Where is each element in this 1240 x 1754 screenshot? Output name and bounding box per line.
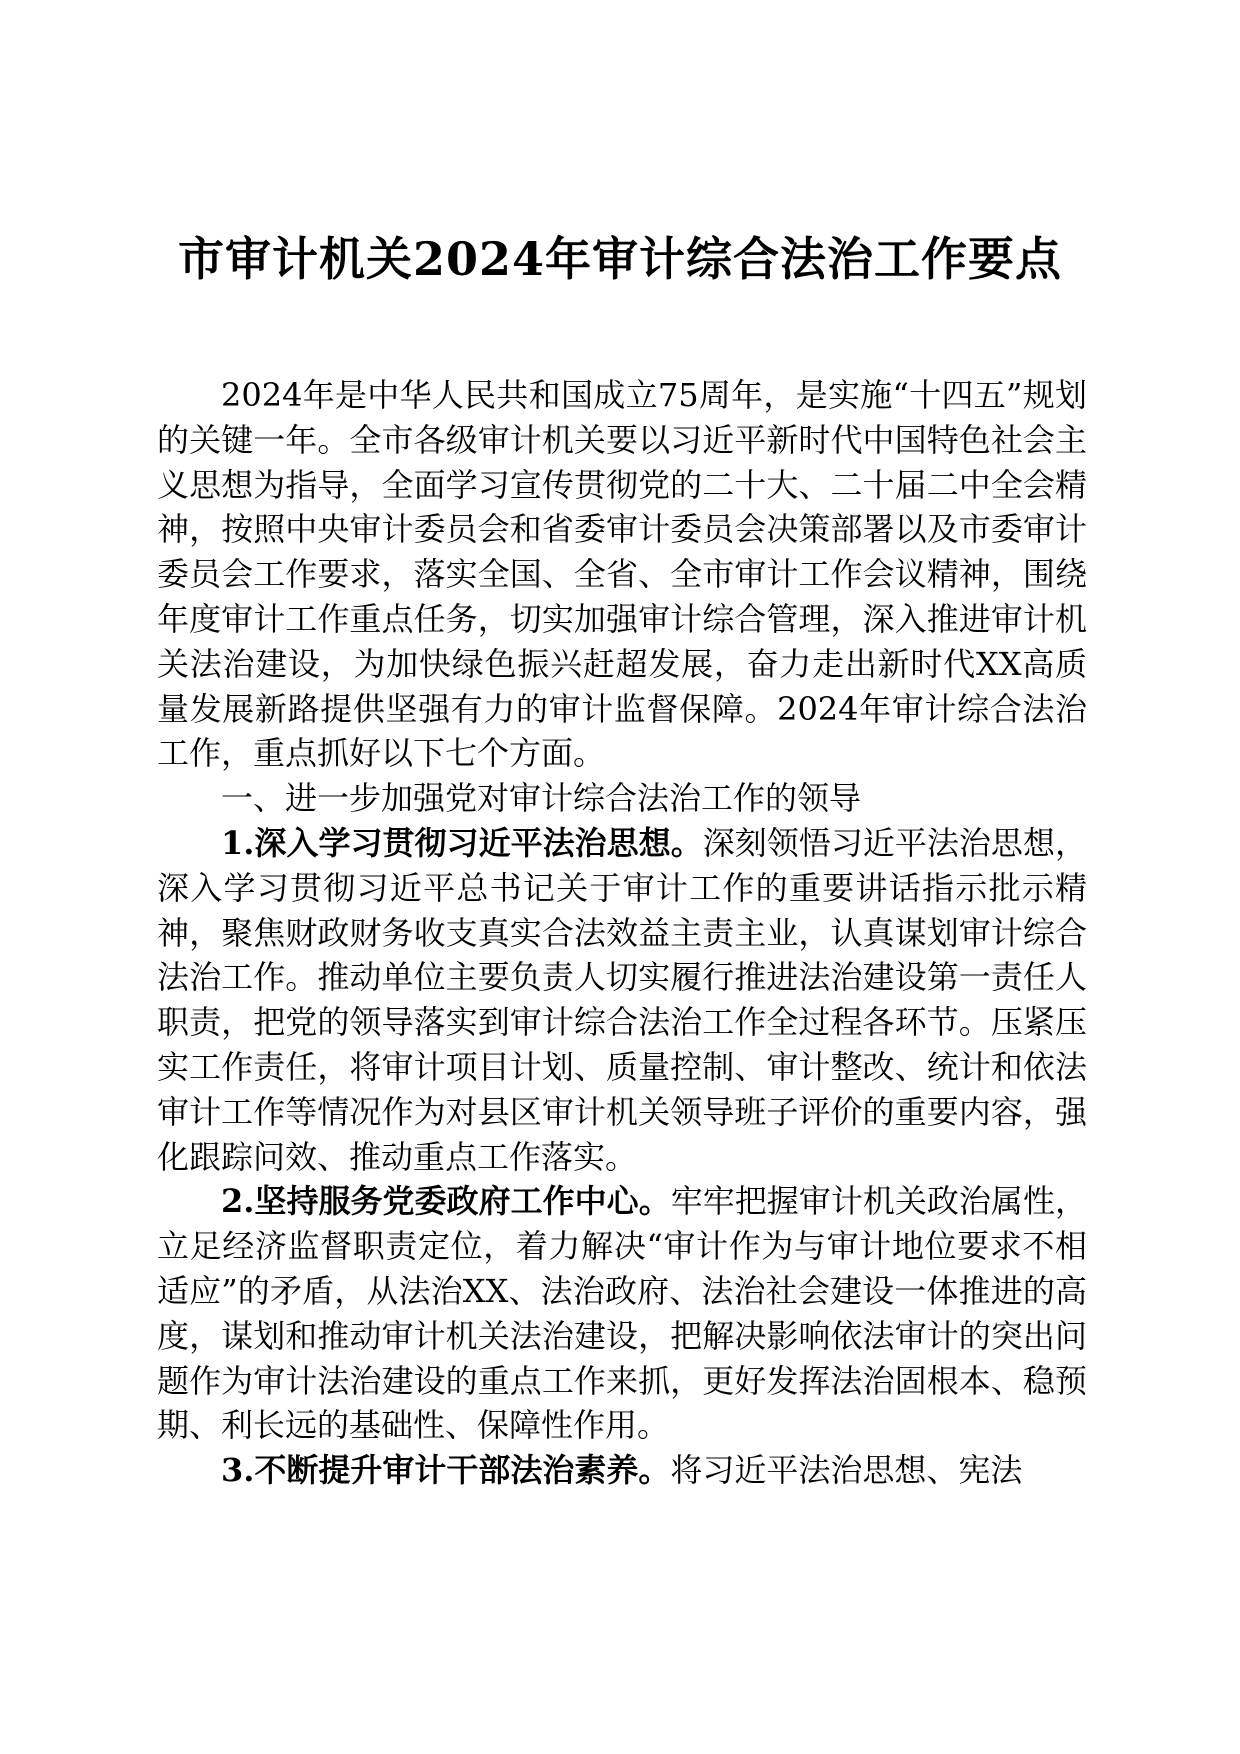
section-heading-1: 一、进一步加强党对审计综合法治工作的领导 (221, 779, 862, 818)
document-title: 市审计机关2024年审计综合法治工作要点 (177, 232, 1063, 286)
item-text-2: 牢牢把握审计机关政治属性，立足经济监督职责定位，着力解决“审计作为与审计地位要求不相适应”的矛盾，从法治XX、法治政府、法治社会建设一体推进的高度，谋划和推动审计机关法治建设，把解决影响依法审计的突出问题作为审计法治建设的重点工作来抓，更好发挥法治固根本、稳预期、利长远的基础性、保障性作用。 (157, 1182, 1087, 1445)
intro-paragraph: 2024年是中华人民共和国成立75周年，是实施“十四五”规划的关键一年。全市各级审计机关要以习近平新时代中国特色社会主义思想为指导，全面学习宣传贯彻党的二十大、二十届二中全会精神，按照中央审计委员会和省委审计委员会决策部署以及市委审计委员会工作要求，落实全国、全省、全市审计工作会议精神，围绕年度审计工作重点任务，切实加强审计综合管理，深入推进审计机关法治建设，为加快绿色振兴赶超发展，奋力走出新时代XX高质量发展新路提供坚强有力的审计监督保障。2024年审计综合法治工作，重点抓好以下七个方面。 (157, 376, 1087, 773)
item-lead-3: 3.不断提升审计干部法治素养。 (221, 1451, 671, 1490)
item-lead-2: 2.坚持服务党委政府工作中心。 (221, 1182, 671, 1221)
item-text-3: 将习近平法治思想、宪法 (670, 1451, 1023, 1490)
item-paragraph-1 (157, 821, 1087, 1179)
item-lead-1: 1.深入学习贯彻习近平法治思想。 (221, 823, 703, 862)
item-paragraph-2 (157, 1179, 1087, 1448)
document-body (157, 373, 1087, 1493)
item-text-1: 深刻领悟习近平法治思想，深入学习贯彻习近平总书记关于审计工作的重要讲话指示批示精神，聚焦财政财务收支真实合法效益主责主业，认真谋划审计综合法治工作。推动单位主要负责人切实履行推进法治建设第一责任人职责，把党的领导落实到审计综合法治工作全过程各环节。压紧压实工作责任，将审计项目计划、质量控制、审计整改、统计和依法审计工作等情况作为对县区审计机关领导班子评价的重要内容，强化跟踪问效、推动重点工作落实。 (157, 823, 1087, 1176)
item-paragraph-3 (157, 1448, 1087, 1493)
